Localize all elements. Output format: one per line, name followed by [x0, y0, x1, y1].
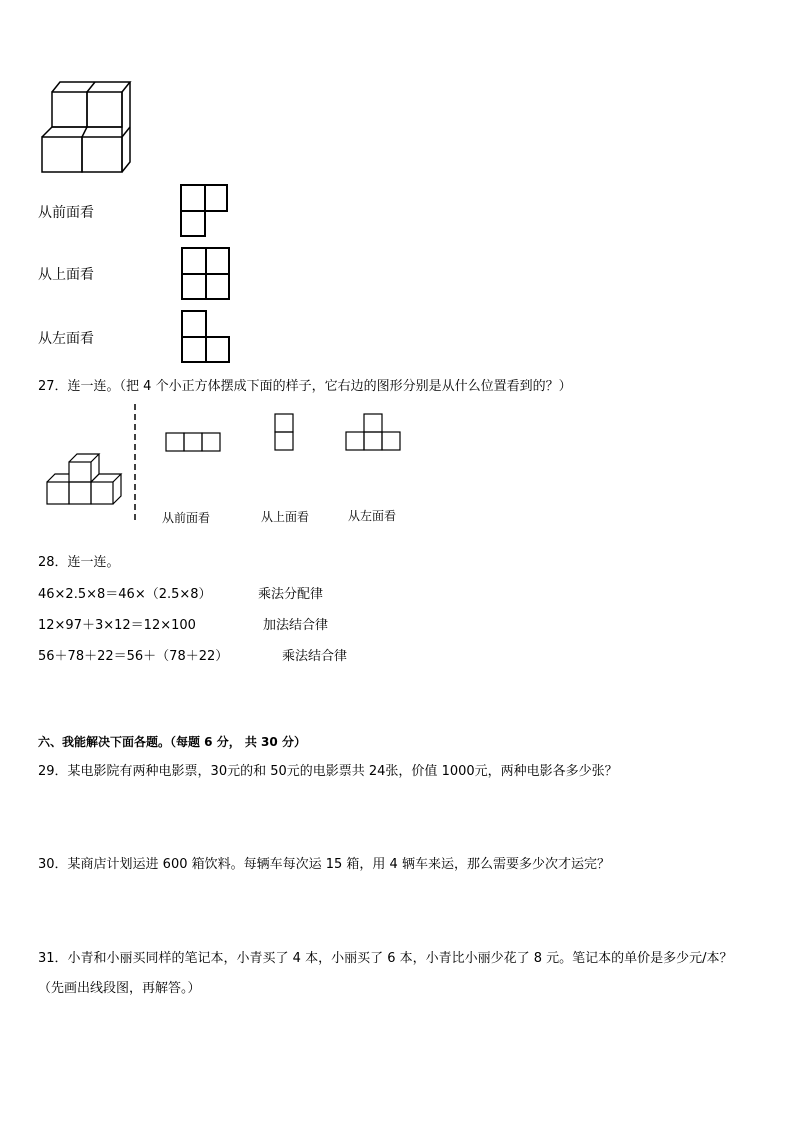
q26-label-front: 从前面看: [38, 205, 94, 221]
section-heading: 六、我能解决下面各题。（每题 6 分， 共 30 分）: [38, 735, 306, 749]
q27-view-two-stacked: [274, 413, 296, 453]
cube-stack-figure: [38, 80, 133, 175]
q28-expression-2: 12×97＋3×12＝12×100: [38, 618, 196, 633]
q26-label-left: 从左面看: [38, 331, 94, 347]
q28-prompt: 28．连一连。: [38, 555, 120, 570]
q31-note: （先画出线段图，再解答。）: [38, 981, 201, 996]
q27-dashed-divider: [132, 404, 138, 524]
q27-view-t-shape: [345, 413, 403, 453]
q29-text: 29．某电影院有两种电影票，30元的和 50元的电影票共 24张，价值 1000元，两种电影各多少张？: [38, 764, 618, 779]
q26-left-view-shape: [180, 309, 232, 365]
q28-expression-1: 46×2.5×8＝46×（2.5×8）: [38, 587, 212, 602]
q28-law-2: 加法结合律: [263, 618, 329, 633]
q30-text: 30．某商店计划运进 600 箱饮料。每辆车每次运 15 箱，用 4 辆车来运，那么需要多少次才运完？: [38, 857, 610, 872]
q31-text: 31．小青和小丽买同样的笔记本，小青买了 4 本，小丽买了 6 本，小青比小丽少花了 8 元。笔记本的单价是多少元/本？: [38, 951, 733, 966]
q26-label-top: 从上面看: [38, 267, 94, 283]
q27-view-three-in-row: [165, 432, 223, 454]
q27-label-top: 从上面看: [261, 510, 310, 524]
q27-prompt: 27．连一连。（把 4 个小正方体摆成下面的样子，它右边的图形分别是从什么位置看到的？）: [38, 379, 572, 394]
q27-cube-figure: [45, 452, 125, 512]
q27-label-front: 从前面看: [162, 511, 211, 525]
q26-front-view-shape: [180, 183, 230, 239]
q28-expression-3: 56＋78＋22＝56＋（78＋22）: [38, 649, 229, 664]
q28-law-1: 乘法分配律: [258, 587, 324, 602]
q26-top-view-shape: [180, 246, 232, 302]
q27-label-left: 从左面看: [348, 509, 397, 523]
q28-law-3: 乘法结合律: [282, 649, 348, 664]
